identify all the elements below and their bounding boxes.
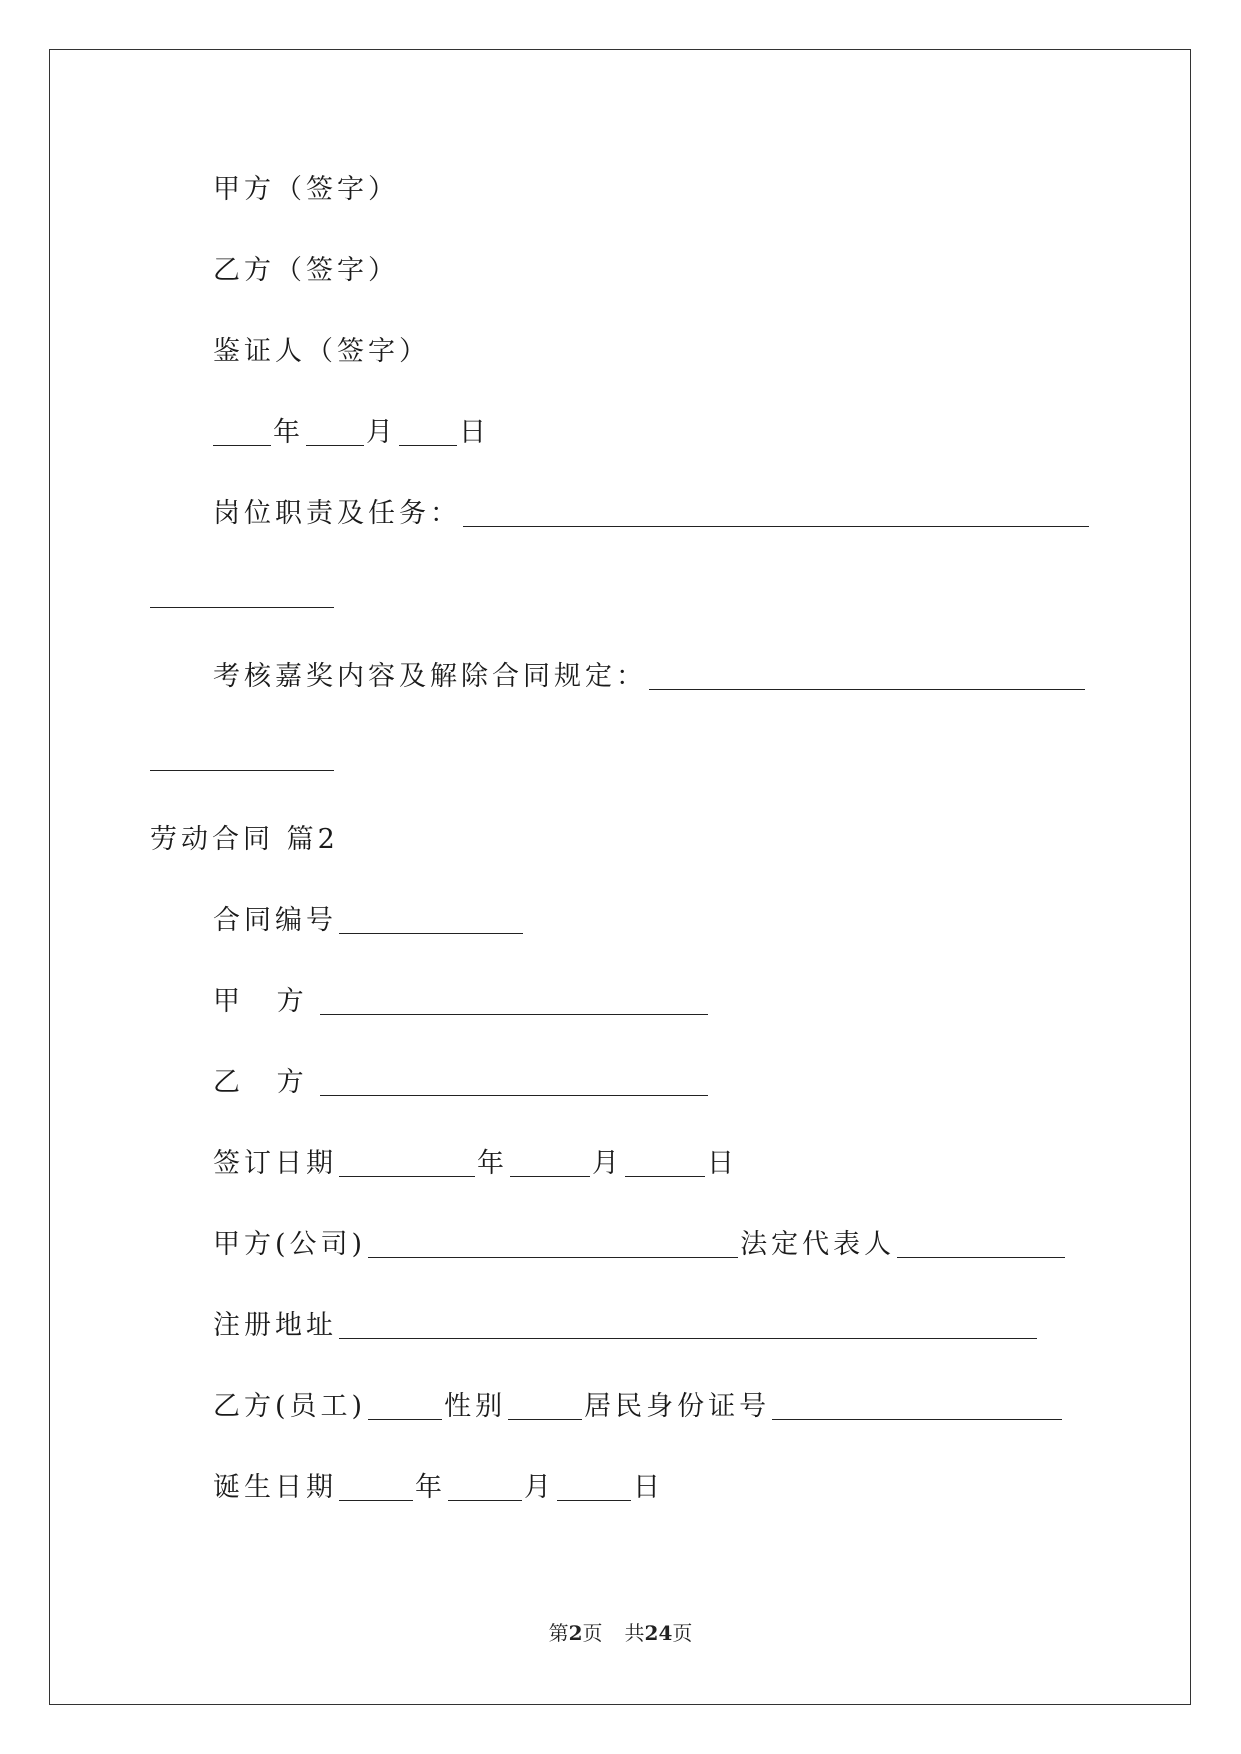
year-blank[interactable] xyxy=(213,445,271,446)
sign-day-blank[interactable] xyxy=(625,1176,705,1177)
contract-number-line xyxy=(213,904,525,938)
birth-year-label: 年 xyxy=(415,1472,446,1503)
duties-continuation-blank[interactable] xyxy=(150,607,334,608)
year-label: 年 xyxy=(273,417,304,448)
legal-rep-label: 法定代表人 xyxy=(740,1229,896,1260)
witness-signature-line xyxy=(213,335,430,369)
birth-month-blank[interactable] xyxy=(448,1500,522,1501)
birth-date-label: 诞生日期 xyxy=(213,1472,337,1503)
signature-date-line xyxy=(213,416,490,450)
party-b-blank[interactable] xyxy=(320,1095,708,1096)
company-line xyxy=(213,1228,1067,1262)
gender-label: 性别 xyxy=(444,1391,507,1422)
sign-month-label: 月 xyxy=(592,1148,623,1179)
footer-total-prefix: 共 xyxy=(624,1621,645,1645)
assessment-continuation-blank[interactable] xyxy=(150,770,334,771)
birth-day-blank[interactable] xyxy=(557,1500,631,1501)
sign-date-label: 签订日期 xyxy=(213,1148,337,1179)
section-title: 劳动合同 篇2 xyxy=(150,824,339,855)
legal-rep-blank[interactable] xyxy=(897,1257,1065,1258)
day-blank[interactable] xyxy=(399,445,457,446)
assessment-blank[interactable] xyxy=(649,689,1085,690)
sign-date-line xyxy=(213,1147,738,1181)
address-line xyxy=(213,1309,1039,1343)
party-a-label: 甲 方 xyxy=(213,986,318,1017)
sign-year-label: 年 xyxy=(477,1148,508,1179)
contract-number-blank[interactable] xyxy=(339,933,523,934)
id-blank[interactable] xyxy=(772,1419,1062,1420)
assessment-line xyxy=(213,660,1087,694)
footer-prefix: 第 xyxy=(548,1621,569,1645)
footer-total-suffix: 页 xyxy=(672,1621,693,1645)
day-label: 日 xyxy=(459,417,490,448)
party-a-blank[interactable] xyxy=(320,1014,708,1015)
duties-line xyxy=(213,497,1091,531)
party-a-signature-line xyxy=(213,173,399,207)
sign-year-blank[interactable] xyxy=(339,1176,475,1177)
party-a-sign-label: 甲方（签字） xyxy=(213,174,399,205)
birth-year-blank[interactable] xyxy=(339,1500,413,1501)
company-label: 甲方(公司) xyxy=(213,1229,367,1260)
party-a-line xyxy=(213,985,710,1019)
birth-day-label: 日 xyxy=(633,1472,664,1503)
section-title-line xyxy=(150,823,339,857)
footer-total-pages: 24 xyxy=(644,1621,673,1645)
employee-blank[interactable] xyxy=(368,1419,442,1420)
employee-label: 乙方(员工) xyxy=(213,1391,367,1422)
page-frame xyxy=(49,49,1191,1705)
month-blank[interactable] xyxy=(306,445,364,446)
footer-page-number: 2 xyxy=(568,1621,583,1645)
gender-blank[interactable] xyxy=(508,1419,582,1420)
birth-date-line xyxy=(213,1471,664,1505)
address-label: 注册地址 xyxy=(213,1310,337,1341)
witness-sign-label: 鉴证人（签字） xyxy=(213,336,430,367)
party-b-label: 乙 方 xyxy=(213,1067,318,1098)
company-blank[interactable] xyxy=(368,1257,738,1258)
sign-day-label: 日 xyxy=(707,1148,738,1179)
birth-month-label: 月 xyxy=(524,1472,555,1503)
employee-line xyxy=(213,1390,1064,1424)
party-b-signature-line xyxy=(213,254,399,288)
assessment-label: 考核嘉奖内容及解除合同规定： xyxy=(213,661,647,692)
page-footer xyxy=(0,1620,1241,1646)
party-b-sign-label: 乙方（签字） xyxy=(213,255,399,286)
duties-label: 岗位职责及任务： xyxy=(213,498,461,529)
address-blank[interactable] xyxy=(339,1338,1037,1339)
sign-month-blank[interactable] xyxy=(510,1176,590,1177)
contract-number-label: 合同编号 xyxy=(213,905,337,936)
duties-blank[interactable] xyxy=(463,526,1089,527)
footer-page-suffix: 页 xyxy=(582,1621,603,1645)
id-label: 居民身份证号 xyxy=(584,1391,771,1422)
month-label: 月 xyxy=(366,417,397,448)
party-b-line xyxy=(213,1066,710,1100)
